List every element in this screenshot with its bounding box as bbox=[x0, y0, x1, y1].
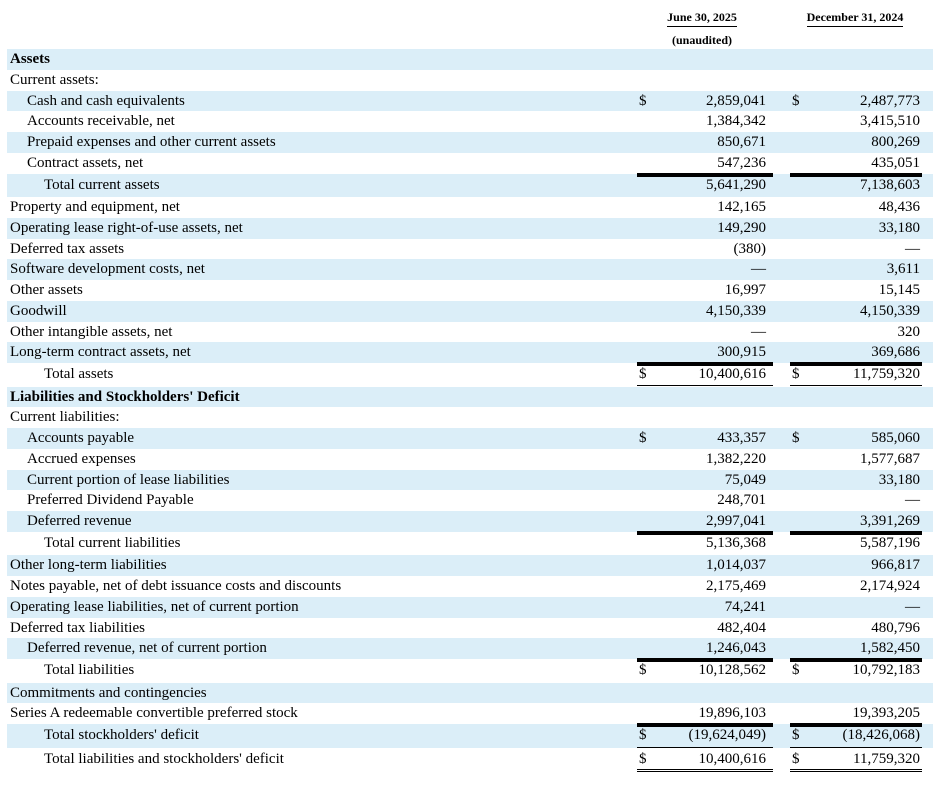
row-label: Deferred revenue, net of current portion bbox=[27, 640, 267, 657]
row-label: Other long-term liabilities bbox=[10, 557, 167, 574]
value-june-2025: 300,915 bbox=[717, 344, 766, 361]
row-label: Total current assets bbox=[44, 176, 160, 193]
value-december-2024: 800,269 bbox=[871, 134, 920, 150]
value-june-2025: 19,896,103 bbox=[698, 705, 766, 722]
currency-symbol-december-2024: $ bbox=[792, 430, 800, 446]
value-december-2024: 11,759,320 bbox=[853, 366, 920, 382]
row-label: Current portion of lease liabilities bbox=[27, 471, 230, 488]
value-june-2025: 433,357 bbox=[717, 430, 766, 446]
column-header-december-2024-label: December 31, 2024 bbox=[807, 10, 904, 27]
statement-row bbox=[7, 301, 933, 322]
currency-symbol-june-2025: $ bbox=[639, 727, 647, 743]
row-label: Contract assets, net bbox=[27, 154, 144, 171]
statement-row bbox=[7, 597, 933, 618]
row-label: Liabilities and Stockholders' Deficit bbox=[10, 388, 240, 405]
row-label: Accrued expenses bbox=[27, 450, 136, 467]
statement-row bbox=[7, 70, 933, 91]
value-june-2025: 5,641,290 bbox=[706, 176, 766, 193]
total-rule bbox=[637, 659, 773, 662]
statement-row bbox=[7, 555, 933, 576]
value-june-2025: 482,404 bbox=[717, 619, 766, 636]
value-june-2025: 5,136,368 bbox=[706, 534, 766, 551]
value-june-2025: 74,241 bbox=[724, 598, 766, 615]
double-rule bbox=[790, 769, 922, 772]
statement-row bbox=[7, 511, 933, 532]
value-june-2025: (380) bbox=[733, 240, 766, 257]
value-june-2025: 149,290 bbox=[717, 219, 766, 236]
value-december-2024: (18,426,068) bbox=[842, 727, 920, 743]
statement-row bbox=[7, 638, 933, 659]
currency-symbol-june-2025: $ bbox=[639, 662, 647, 678]
value-june-2025: 1,382,220 bbox=[706, 450, 766, 467]
statement-row bbox=[7, 322, 933, 343]
total-rule bbox=[637, 363, 773, 366]
statement-row bbox=[7, 490, 933, 511]
value-december-2024: 2,487,773 bbox=[860, 92, 920, 109]
value-december-2024: 7,138,603 bbox=[860, 176, 920, 193]
value-june-2025: 1,014,037 bbox=[706, 557, 766, 574]
row-label: Deferred revenue bbox=[27, 513, 132, 529]
value-june-2025: 248,701 bbox=[717, 492, 766, 509]
row-label: Goodwill bbox=[10, 302, 67, 319]
statement-row bbox=[7, 532, 933, 556]
currency-symbol-december-2024: $ bbox=[792, 92, 800, 109]
row-label: Total liabilities bbox=[44, 662, 135, 678]
total-rule bbox=[790, 724, 922, 727]
row-label: Deferred tax liabilities bbox=[10, 619, 145, 636]
value-june-2025: — bbox=[751, 323, 766, 340]
value-december-2024: 10,792,183 bbox=[852, 662, 920, 678]
row-label: Current liabilities: bbox=[10, 409, 120, 426]
column-header bbox=[0, 0, 937, 50]
row-label: Commitments and contingencies bbox=[10, 684, 207, 701]
value-december-2024: 1,582,450 bbox=[860, 640, 920, 657]
row-label: Total liabilities and stockholders' deficit bbox=[44, 750, 284, 767]
currency-symbol-june-2025: $ bbox=[639, 750, 647, 767]
statement-row bbox=[7, 342, 933, 363]
value-december-2024: 33,180 bbox=[878, 471, 920, 488]
value-december-2024: 3,391,269 bbox=[860, 513, 920, 529]
value-december-2024: 369,686 bbox=[871, 344, 920, 361]
value-june-2025: 2,859,041 bbox=[706, 92, 766, 109]
row-label: Total current liabilities bbox=[44, 534, 181, 551]
row-label: Long-term contract assets, net bbox=[10, 344, 191, 361]
row-label: Other intangible assets, net bbox=[10, 323, 173, 340]
value-june-2025: 142,165 bbox=[717, 199, 766, 215]
value-december-2024: 15,145 bbox=[878, 282, 920, 298]
total-rule bbox=[637, 724, 773, 727]
currency-symbol-december-2024: $ bbox=[792, 727, 800, 743]
statement-row bbox=[7, 576, 933, 597]
value-december-2024: 2,174,924 bbox=[860, 578, 920, 594]
value-june-2025: 2,175,469 bbox=[706, 578, 766, 594]
value-december-2024: — bbox=[905, 492, 920, 509]
total-rule bbox=[637, 532, 773, 535]
statement-row bbox=[7, 49, 933, 70]
statement-row bbox=[7, 470, 933, 491]
value-june-2025: (19,624,049) bbox=[688, 727, 766, 743]
total-rule bbox=[790, 174, 922, 177]
statement-row bbox=[7, 449, 933, 470]
row-label: Accounts payable bbox=[27, 430, 135, 446]
statement-row bbox=[7, 703, 933, 724]
value-june-2025: 850,671 bbox=[717, 134, 766, 150]
row-label: Cash and cash equivalents bbox=[27, 92, 185, 109]
statement-row bbox=[7, 387, 933, 408]
value-june-2025: 547,236 bbox=[717, 154, 766, 171]
statement-row bbox=[7, 659, 933, 683]
row-label: Software development costs, net bbox=[10, 261, 205, 278]
statement-row bbox=[7, 153, 933, 174]
statement-row bbox=[7, 407, 933, 428]
statement-row bbox=[7, 363, 933, 387]
column-subheader-unaudited: (unaudited) bbox=[671, 33, 733, 47]
value-december-2024: 1,577,687 bbox=[860, 450, 920, 467]
row-label: Notes payable, net of debt issuance costs and discounts bbox=[10, 578, 342, 594]
value-june-2025: 1,384,342 bbox=[706, 113, 766, 130]
value-june-2025: 10,400,616 bbox=[698, 750, 766, 767]
total-rule bbox=[637, 174, 773, 177]
statement-rows bbox=[7, 49, 933, 771]
statement-row bbox=[7, 174, 933, 198]
row-label: Current assets: bbox=[10, 71, 99, 88]
value-december-2024: 5,587,196 bbox=[860, 534, 920, 551]
value-december-2024: 48,436 bbox=[878, 199, 920, 215]
row-label: Series A redeemable convertible preferred stock bbox=[10, 705, 298, 722]
value-june-2025: 16,997 bbox=[724, 282, 766, 298]
currency-symbol-december-2024: $ bbox=[792, 750, 800, 767]
value-december-2024: 11,759,320 bbox=[853, 750, 920, 767]
value-june-2025: 75,049 bbox=[724, 471, 766, 488]
statement-row bbox=[7, 197, 933, 218]
value-june-2025: 10,128,562 bbox=[698, 662, 766, 678]
statement-row bbox=[7, 683, 933, 704]
statement-row bbox=[7, 748, 933, 772]
row-label: Deferred tax assets bbox=[10, 240, 125, 257]
currency-symbol-december-2024: $ bbox=[792, 366, 800, 382]
row-label: Total stockholders' deficit bbox=[44, 727, 199, 743]
statement-row bbox=[7, 132, 933, 153]
value-june-2025: 2,997,041 bbox=[706, 513, 766, 529]
row-label: Operating lease right-of-use assets, net bbox=[10, 219, 243, 236]
value-december-2024: — bbox=[905, 240, 920, 257]
statement-row bbox=[7, 259, 933, 280]
row-label: Operating lease liabilities, net of current portion bbox=[10, 598, 299, 615]
currency-symbol-june-2025: $ bbox=[639, 430, 647, 446]
value-december-2024: 19,393,205 bbox=[852, 705, 920, 722]
statement-row bbox=[7, 618, 933, 639]
row-label: Preferred Dividend Payable bbox=[27, 492, 194, 509]
value-december-2024: 966,817 bbox=[871, 557, 920, 574]
value-december-2024: 480,796 bbox=[871, 619, 920, 636]
value-december-2024: 320 bbox=[897, 323, 920, 340]
value-december-2024: 3,611 bbox=[886, 261, 920, 278]
row-label: Accounts receivable, net bbox=[27, 113, 175, 130]
value-december-2024: 4,150,339 bbox=[860, 302, 920, 319]
total-rule bbox=[790, 532, 922, 535]
column-header-june-2025-label: June 30, 2025 bbox=[667, 10, 737, 27]
statement-row bbox=[7, 111, 933, 132]
statement-row bbox=[7, 218, 933, 239]
column-header-december-2024 bbox=[790, 10, 920, 25]
row-label: Property and equipment, net bbox=[10, 199, 180, 215]
double-rule bbox=[637, 769, 773, 772]
value-june-2025: 1,246,043 bbox=[706, 640, 766, 657]
value-june-2025: 4,150,339 bbox=[706, 302, 766, 319]
statement-row bbox=[7, 428, 933, 449]
row-label: Assets bbox=[10, 51, 50, 67]
statement-row bbox=[7, 91, 933, 112]
row-label: Prepaid expenses and other current assets bbox=[27, 134, 276, 150]
total-rule bbox=[790, 659, 922, 662]
value-december-2024: 435,051 bbox=[871, 154, 920, 171]
row-label: Other assets bbox=[10, 282, 83, 298]
statement-row bbox=[7, 239, 933, 260]
currency-symbol-june-2025: $ bbox=[639, 366, 647, 382]
value-december-2024: 3,415,510 bbox=[860, 113, 920, 130]
statement-row bbox=[7, 724, 933, 748]
value-december-2024: 33,180 bbox=[878, 219, 920, 236]
currency-symbol-december-2024: $ bbox=[792, 662, 800, 678]
row-label: Total assets bbox=[44, 366, 114, 382]
value-december-2024: — bbox=[905, 598, 920, 615]
statement-row bbox=[7, 280, 933, 301]
total-rule bbox=[790, 363, 922, 366]
value-december-2024: 585,060 bbox=[871, 430, 920, 446]
value-june-2025: — bbox=[751, 261, 766, 278]
currency-symbol-june-2025: $ bbox=[639, 92, 647, 109]
column-header-june-2025 bbox=[637, 10, 767, 25]
value-june-2025: 10,400,616 bbox=[698, 366, 766, 382]
